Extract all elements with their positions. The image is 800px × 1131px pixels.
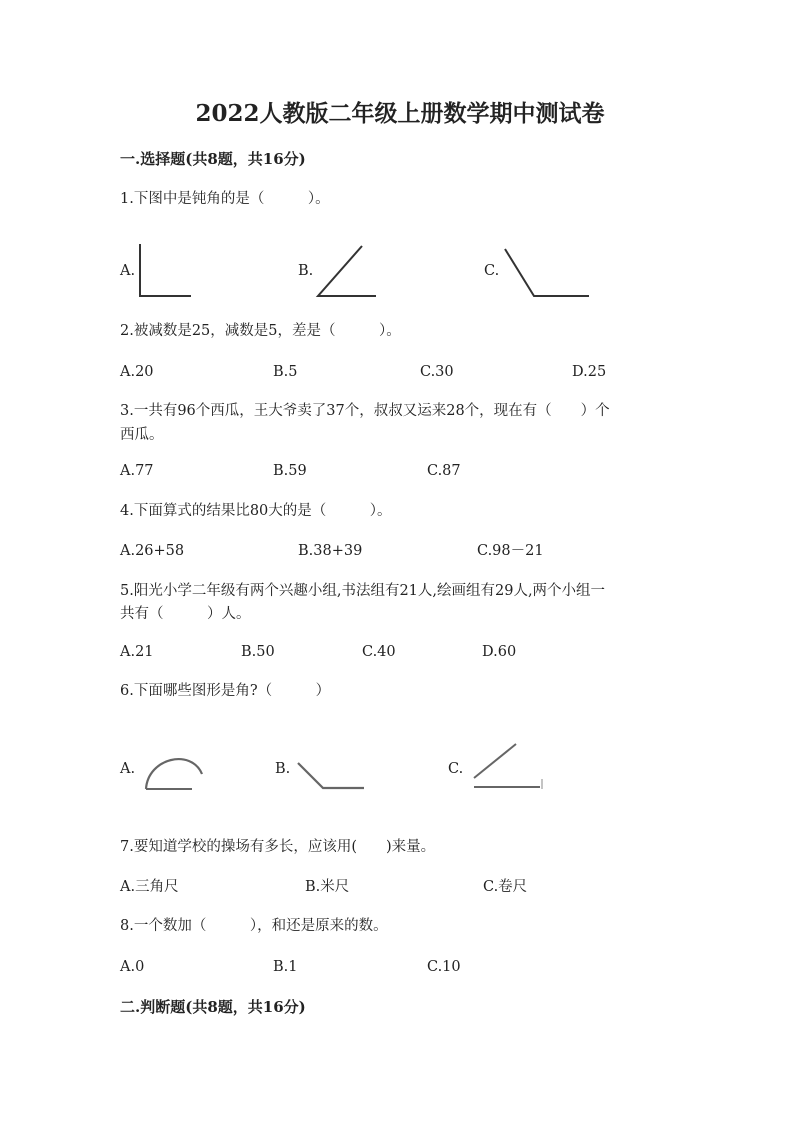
question-3-option-c[interactable]: C.87 [427, 463, 461, 479]
section-heading-judgement: 二.判断题(共8题，共16分) [120, 998, 306, 1016]
question-3-stem-line-2: 西瓜。 [120, 427, 164, 443]
question-5-option-d[interactable]: D.60 [482, 644, 517, 660]
question-3-option-b[interactable]: B.59 [273, 463, 307, 479]
question-4-stem: 4.下面算式的结果比80大的是（ ）。 [120, 503, 392, 519]
question-1-stem: 1.下图中是钝角的是（ ）。 [120, 191, 330, 207]
question-5-stem-line-1: 5.阳光小学二年级有两个兴趣小组,书法组有21人,绘画组有29人,两个小组一 [120, 583, 606, 599]
question-7-option-a[interactable]: A.三角尺 [120, 879, 179, 895]
question-7-option-b[interactable]: B.米尺 [305, 879, 350, 895]
question-5-option-b[interactable]: B.50 [241, 644, 275, 660]
open-angle-figure [295, 760, 367, 792]
question-2-option-c[interactable]: C.30 [420, 364, 454, 380]
question-2-option-b[interactable]: B.5 [273, 364, 298, 380]
question-5-option-c[interactable]: C.40 [362, 644, 396, 660]
question-2-option-a[interactable]: A.20 [120, 364, 154, 380]
question-6-option-a[interactable]: A. [120, 761, 136, 777]
question-4-option-a[interactable]: A.26+58 [120, 543, 185, 559]
question-2-stem: 2.被减数是25，减数是5，差是（ ）。 [120, 323, 401, 339]
page-title: 2022人教版二年级上册数学期中测试卷 [195, 100, 605, 127]
acute-angle-figure [314, 244, 378, 300]
question-6-option-c[interactable]: C. [448, 761, 464, 777]
question-8-option-a[interactable]: A.0 [120, 959, 145, 975]
question-6-stem: 6.下面哪些图形是角?（ ） [120, 683, 331, 699]
question-1-option-c[interactable]: C. [484, 263, 500, 279]
question-1-option-b[interactable]: B. [298, 263, 314, 279]
question-6-option-b[interactable]: B. [275, 761, 291, 777]
question-8-option-c[interactable]: C.10 [427, 959, 461, 975]
question-8-stem: 8.一个数加（ ），和还是原来的数。 [120, 918, 388, 934]
obtuse-angle-figure [503, 247, 591, 299]
question-3-option-a[interactable]: A.77 [120, 463, 154, 479]
question-5-stem-line-2: 共有（ ）人。 [120, 606, 251, 622]
arc-figure [143, 754, 205, 792]
question-5-option-a[interactable]: A.21 [120, 644, 154, 660]
question-4-option-c[interactable]: C.98－21 [477, 543, 544, 559]
section-heading-choice: 一.选择题(共8题，共16分) [120, 150, 306, 168]
question-2-option-d[interactable]: D.25 [572, 364, 607, 380]
right-angle-figure [138, 242, 194, 300]
question-7-stem: 7.要知道学校的操场有多长，应该用( )来量。 [120, 839, 436, 855]
question-4-option-b[interactable]: B.38+39 [298, 543, 363, 559]
question-3-stem-line-1: 3.一共有96个西瓜，王大爷卖了37个，叔叔又运来28个，现在有（ ）个 [120, 403, 610, 419]
separated-rays-figure [470, 741, 546, 790]
question-8-option-b[interactable]: B.1 [273, 959, 298, 975]
question-7-option-c[interactable]: C.卷尺 [483, 879, 528, 895]
question-1-option-a[interactable]: A. [120, 263, 136, 279]
